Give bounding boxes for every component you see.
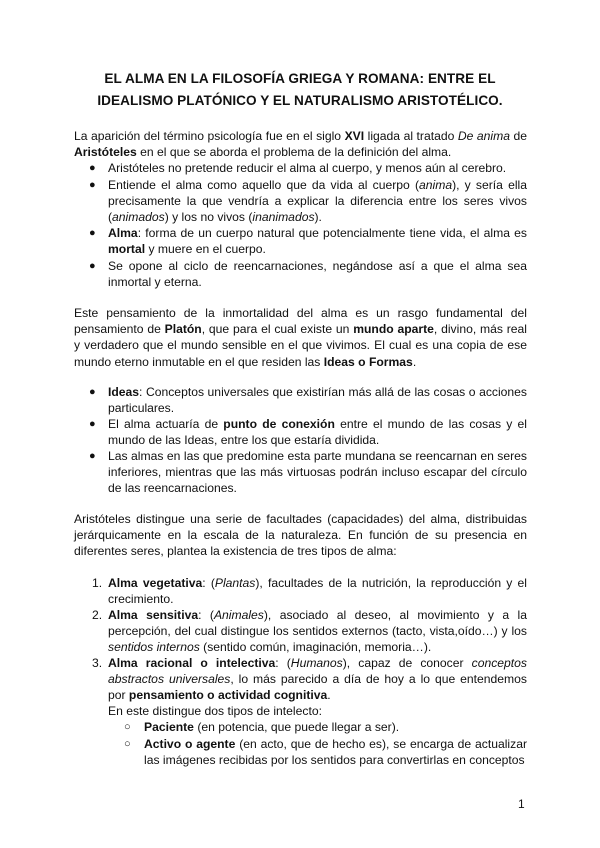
list-number: 2.: [92, 608, 103, 622]
aristotle-paragraph: Aristóteles distingue una serie de facultades (capacidades) del alma, distribuidas jerárquicamente en la escala de la naturaleza. En función de su presencia en diferentes seres, plantea la existencia de tres tipos de alma:: [74, 512, 527, 559]
bullet-icon: ●: [89, 179, 96, 191]
sub-item-passive: Paciente (en potencia, que puede llegar a ser).: [144, 720, 400, 734]
intellect-intro: En este distingue dos tipos de intelecto:: [108, 704, 322, 718]
plato-paragraph: Este pensamiento de la inmortalidad del alma es un rasgo fundamental del pensamiento de Platón, que para el cual existe un mundo aparte, divino, más real y verdadero que el mundo sensible en el que vivimos. El cual es una copia de ese mundo eterno inmutable en el que residen las Ideas o Formas.: [74, 306, 527, 369]
bullet-icon: ●: [89, 260, 96, 272]
bullet-item: Ideas: Conceptos universales que existirían más allá de las cosas o acciones particulares.: [108, 385, 527, 416]
list-item-rational: Alma racional o intelectiva: (Humanos), capaz de conocer conceptos abstractos universales, lo más parecido a día de hoy a lo que entendemos por pensamiento o actividad cognitiva.: [108, 656, 527, 703]
bullet-icon: ●: [89, 450, 96, 462]
list-number: 3.: [92, 656, 103, 670]
list-item-vegetative: Alma vegetativa: (Plantas), facultades de la nutrición, la reproducción y el crecimiento.: [108, 576, 527, 607]
circle-bullet-icon: ○: [124, 721, 131, 733]
list-item-sensitive: Alma sensitiva: (Animales), asociado al deseo, al movimiento y a la percepción, del cual distingue los sentidos externos (tacto, vista,oído…) y los sentidos internos (sentido común, imaginación, memoria…).: [108, 608, 527, 655]
bullet-item: Se opone al ciclo de reencarnaciones, negándose así a que el alma sea inmortal y eterna.: [108, 259, 527, 290]
list-number: 1.: [92, 576, 103, 590]
page-number: 1: [518, 797, 525, 811]
bullet-item: Entiende el alma como aquello que da vida al cuerpo (anima), y sería ella precisamente la que vendría a explicar la diferencia entre los seres vivos (animados) y los no vivos (inanimados).: [108, 178, 527, 225]
title-line-1: EL ALMA EN LA FILOSOFÍA GRIEGA Y ROMANA: ENTRE EL: [104, 71, 496, 86]
sub-item-active: Activo o agente (en acto, que de hecho es), se encarga de actualizar las imágenes recibidas por los sentidos para convertirlas en conceptos: [144, 737, 527, 768]
bullet-item: Las almas en las que predomine esta parte mundana se reencarnan en seres inferiores, mientras que las más virtuosas podrán incluso escapar del círculo de las reencarnaciones.: [108, 449, 527, 496]
bullet-icon: ●: [89, 418, 96, 430]
bullet-icon: ●: [89, 162, 96, 174]
document-title: [60, 68, 540, 112]
bullet-icon: ●: [89, 386, 96, 398]
intro-paragraph: La aparición del término psicología fue en el siglo XVI ligada al tratado De anima de Aristóteles en el que se aborda el problema de la definición del alma.: [74, 129, 527, 160]
circle-bullet-icon: ○: [124, 738, 131, 750]
bullet-item: El alma actuaría de punto de conexión entre el mundo de las cosas y el mundo de las Ideas, entre los que estaría dividida.: [108, 417, 527, 448]
bullet-item: Alma: forma de un cuerpo natural que potencialmente tiene vida, el alma es mortal y muere en el cuerpo.: [108, 226, 527, 257]
title-line-2: IDEALISMO PLATÓNICO Y EL NATURALISMO ARISTOTÉLICO.: [97, 93, 503, 108]
bullet-item: Aristóteles no pretende reducir el alma al cuerpo, y menos aún al cerebro.: [108, 161, 507, 175]
bullet-icon: ●: [89, 227, 96, 239]
